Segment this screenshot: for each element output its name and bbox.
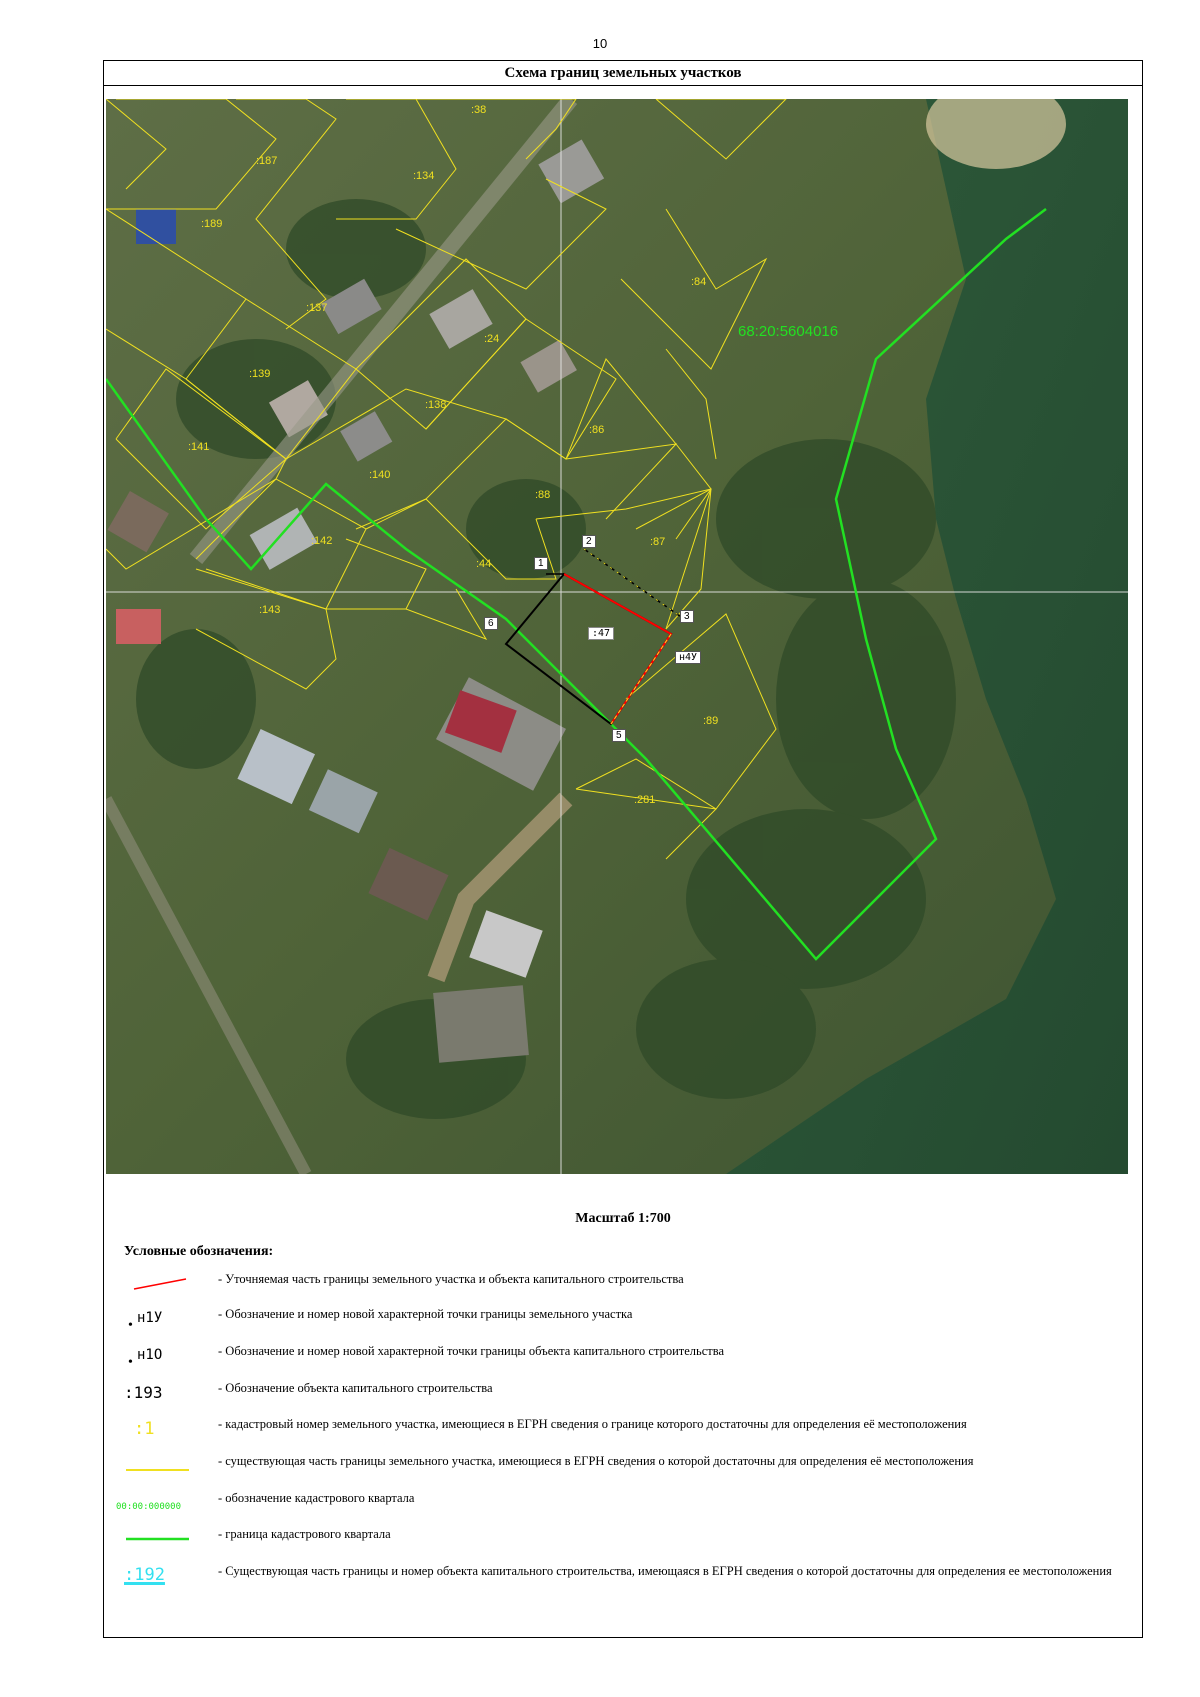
parcel-label[interactable]: :137 — [306, 302, 328, 314]
legend-text: - обозначение кадастрового квартала — [218, 1491, 415, 1505]
quarter-label[interactable]: 68:20:5604016 — [738, 323, 839, 340]
page-number: 10 — [592, 36, 608, 51]
legend-text: - существующая часть границы земельного участка, имеющиеся в ЕГРН сведения о которой достаточны для определения её местоположения — [218, 1454, 974, 1468]
point-6-label[interactable]: 6 — [484, 617, 498, 630]
legend-text: - Уточняемая часть границы земельного участка и объекта капитального строительства — [218, 1272, 684, 1286]
document-frame — [103, 60, 1143, 1638]
map-labels — [106, 99, 1128, 1174]
parcel-label[interactable]: :142 — [311, 535, 333, 547]
parcel-label[interactable]: :141 — [188, 441, 210, 453]
legend-title: Условные обозначения: — [124, 1244, 274, 1259]
point-5-label[interactable]: 5 — [612, 729, 626, 742]
parcel-label[interactable]: :138 — [425, 399, 447, 411]
legend-text: - Существующая часть границы и номер объекта капитального строительства, имеющаяся в ЕГРН сведения о которой достаточны для определения ее местоположения — [218, 1564, 1112, 1578]
point-3-label[interactable]: 3 — [680, 610, 694, 623]
scale-label: Масштаб 1:700 — [575, 1211, 671, 1226]
parcel-label[interactable]: :88 — [535, 489, 551, 501]
legend-symbol-point: • н1О — [128, 1347, 163, 1370]
parcel-label[interactable]: :24 — [484, 333, 500, 345]
point-2-label[interactable]: 2 — [582, 535, 596, 548]
legend-symbol-green-line — [124, 1524, 209, 1554]
parcel-label[interactable]: :89 — [703, 715, 719, 727]
parcel-label[interactable]: :38 — [471, 104, 487, 116]
parcel-label[interactable]: :134 — [413, 170, 435, 182]
page-title: Схема границ земельных участков — [104, 61, 1142, 86]
legend-text: - Обозначение и номер новой характерной точки границы объекта капитального строительства — [218, 1344, 725, 1358]
parcel-label[interactable]: :187 — [256, 155, 278, 167]
main-parcel-label[interactable]: :47 — [588, 627, 614, 640]
parcel-label[interactable]: :143 — [259, 604, 281, 616]
legend-symbol-red-line — [124, 1269, 209, 1299]
point-1-label[interactable]: 1 — [534, 557, 548, 570]
parcel-label[interactable]: :140 — [369, 469, 391, 481]
parcel-label[interactable]: :44 — [476, 558, 492, 570]
legend-symbol-text: :193 — [124, 1383, 163, 1402]
legend-symbol-point: • н1У — [128, 1310, 163, 1333]
parcel-label[interactable]: :86 — [589, 424, 605, 436]
point-n4u-label[interactable]: н4У — [675, 651, 701, 664]
parcel-label[interactable]: :281 — [634, 794, 656, 806]
parcel-label[interactable]: :139 — [249, 368, 271, 380]
parcel-label[interactable]: :84 — [691, 276, 707, 288]
satellite-map[interactable] — [106, 99, 1128, 1174]
legend-text: - граница кадастрового квартала — [218, 1527, 391, 1541]
legend-text: - Обозначение объекта капитального строительства — [218, 1381, 493, 1395]
legend-symbol-yellow-line — [124, 1451, 209, 1481]
parcel-label[interactable]: :189 — [201, 218, 223, 230]
legend-text: - Обозначение и номер новой характерной точки границы земельного участка — [218, 1307, 633, 1321]
legend-symbol-yellow-text: :1 — [134, 1419, 155, 1439]
legend-text: - кадастровый номер земельного участка, имеющиеся в ЕГРН сведения о границе которого достаточны для определения её местоположения — [218, 1417, 967, 1431]
legend-symbol-green-text: 00:00:000000 — [116, 1502, 182, 1512]
legend-symbol-cyan-text: :192 — [124, 1565, 165, 1585]
parcel-label[interactable]: :87 — [650, 536, 666, 548]
